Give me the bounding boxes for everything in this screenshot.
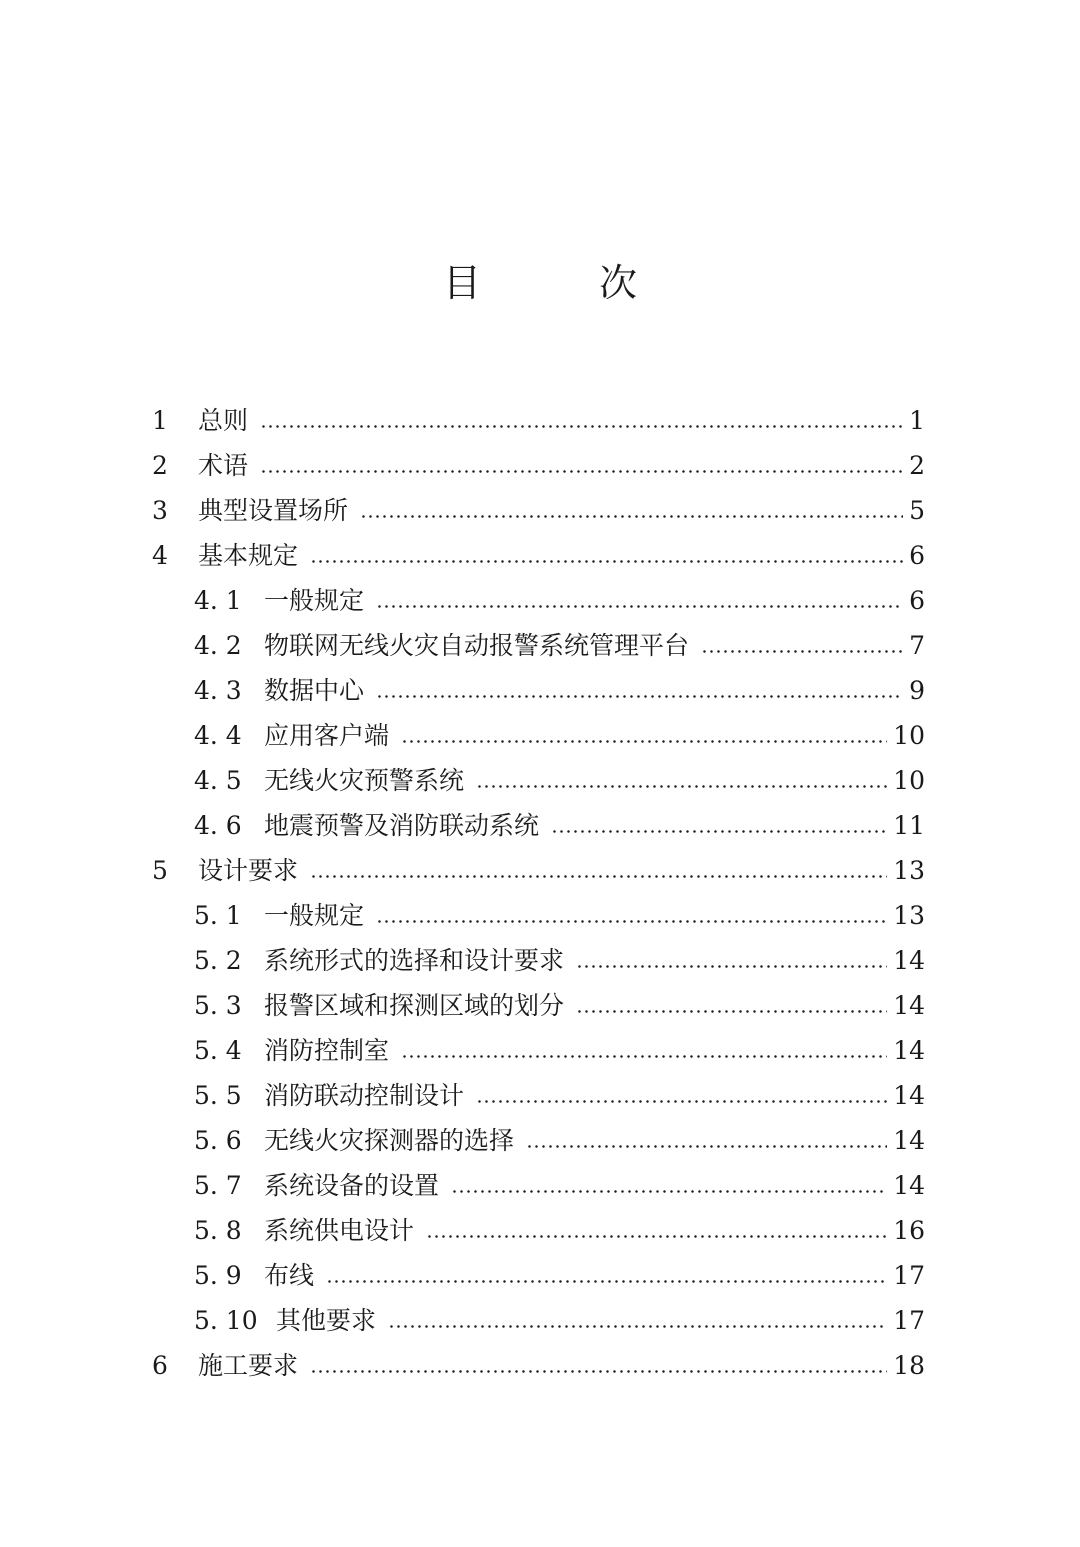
toc-entry-title: 应用客户端 [264,721,390,750]
toc-entry-number: 4. 1 [194,586,242,615]
toc-entry-title: 设计要求 [198,856,299,885]
toc-entry-page-number: 16 [893,1216,925,1245]
toc-entry[interactable] [150,668,925,713]
toc-entry-number: 5 [152,856,168,885]
toc-entry[interactable] [150,533,925,578]
toc-entry-number: 5. 4 [194,1036,242,1065]
page-title: 目 次 [442,261,677,305]
toc-entry[interactable] [150,398,925,443]
toc-dot-leader [426,1208,887,1253]
toc-entry-title: 地震预警及消防联动系统 [264,811,540,840]
toc-entry-number: 5. 10 [194,1306,258,1335]
toc-entry-number: 4. 2 [194,631,242,660]
toc-entry-title: 消防控制室 [264,1036,390,1065]
toc-dot-leader [576,983,887,1028]
toc-entry-number: 6 [152,1351,168,1380]
toc-entry-title: 术语 [198,451,249,480]
toc-entry-page-number: 5 [909,496,925,525]
toc-entry-page-number: 1 [909,406,925,435]
toc-entry-number: 4. 6 [194,811,242,840]
toc-entry-page-number: 14 [893,1036,925,1065]
toc-dot-leader [576,938,887,983]
toc-entry[interactable] [150,1073,925,1118]
toc-entry[interactable] [150,623,925,668]
toc-entry-number: 5. 6 [194,1126,242,1155]
toc-entry-number: 4 [152,541,168,570]
toc-dot-leader [451,1163,887,1208]
toc-entry-title: 基本规定 [198,541,299,570]
toc-entry-title: 其他要求 [276,1306,377,1335]
toc-entry-page-number: 10 [893,766,925,795]
toc-entry-title: 报警区域和探测区域的划分 [264,991,565,1020]
toc-dot-leader [376,893,887,938]
toc-entry[interactable] [150,1028,925,1073]
toc-entry[interactable] [150,1253,925,1298]
toc-entry-number: 5. 8 [194,1216,242,1245]
toc-entry[interactable] [150,983,925,1028]
toc-dot-leader [376,578,903,623]
toc-entry-page-number: 7 [909,631,925,660]
toc-entry-page-number: 14 [893,991,925,1020]
toc-entry-page-number: 14 [893,946,925,975]
toc-entry[interactable] [150,848,925,893]
toc-entry[interactable] [150,1298,925,1343]
toc-entry-title: 无线火灾探测器的选择 [264,1126,515,1155]
toc-entry[interactable] [150,1208,925,1253]
toc-entry[interactable] [150,938,925,983]
toc-entry-page-number: 17 [893,1261,925,1290]
toc-entry-page-number: 9 [909,676,925,705]
toc-entry-number: 5. 3 [194,991,242,1020]
toc-dot-leader [260,443,903,488]
toc-entry-number: 2 [152,451,168,480]
toc-dot-leader [476,1073,887,1118]
toc-entry[interactable] [150,488,925,533]
toc-dot-leader [260,398,903,443]
toc-entry-page-number: 10 [893,721,925,750]
toc-entry-title: 施工要求 [198,1351,299,1380]
toc-dot-leader [310,533,903,578]
toc-dot-leader [388,1298,887,1343]
toc-entry[interactable] [150,803,925,848]
toc-entry[interactable] [150,578,925,623]
toc-entry-number: 5. 1 [194,901,242,930]
toc-entry-page-number: 11 [893,811,925,840]
toc-dot-leader [401,1028,887,1073]
toc-entry-page-number: 13 [893,901,925,930]
table-of-contents [150,398,925,1388]
toc-entry-title: 布线 [264,1261,315,1290]
toc-entry-title: 无线火灾预警系统 [264,766,465,795]
toc-entry-page-number: 14 [893,1171,925,1200]
toc-entry-number: 5. 5 [194,1081,242,1110]
toc-entry[interactable] [150,758,925,803]
toc-dot-leader [551,803,887,848]
toc-entry[interactable] [150,713,925,758]
toc-entry-title: 总则 [198,406,249,435]
toc-entry-title: 系统形式的选择和设计要求 [264,946,565,975]
toc-entry-number: 5. 9 [194,1261,242,1290]
toc-entry-title: 典型设置场所 [198,496,349,525]
toc-entry-number: 4. 5 [194,766,242,795]
toc-entry-page-number: 18 [893,1351,925,1380]
toc-entry[interactable] [150,443,925,488]
toc-entry-number: 5. 7 [194,1171,242,1200]
toc-entry-number: 3 [152,496,168,525]
toc-dot-leader [526,1118,887,1163]
toc-dot-leader [310,1343,887,1388]
toc-entry-number: 4. 3 [194,676,242,705]
toc-dot-leader [476,758,887,803]
toc-entry-title: 物联网无线火灾自动报警系统管理平台 [264,631,690,660]
toc-dot-leader [701,623,903,668]
toc-dot-leader [360,488,903,533]
toc-entry-number: 5. 2 [194,946,242,975]
toc-entry[interactable] [150,1118,925,1163]
toc-dot-leader [401,713,887,758]
toc-dot-leader [326,1253,887,1298]
toc-entry[interactable] [150,1163,925,1208]
toc-entry-title: 一般规定 [264,586,365,615]
toc-entry-page-number: 6 [909,586,925,615]
toc-entry-title: 一般规定 [264,901,365,930]
toc-entry[interactable] [150,893,925,938]
toc-entry-title: 系统设备的设置 [264,1171,440,1200]
toc-entry-title: 数据中心 [264,676,365,705]
toc-dot-leader [376,668,903,713]
toc-entry-page-number: 14 [893,1081,925,1110]
toc-dot-leader [310,848,887,893]
toc-entry-page-number: 2 [909,451,925,480]
toc-entry-number: 1 [152,406,168,435]
toc-entry-page-number: 14 [893,1126,925,1155]
toc-entry-page-number: 13 [893,856,925,885]
toc-entry[interactable] [150,1343,925,1388]
toc-entry-title: 系统供电设计 [264,1216,415,1245]
toc-entry-title: 消防联动控制设计 [264,1081,465,1110]
toc-entry-page-number: 17 [893,1306,925,1335]
toc-entry-page-number: 6 [909,541,925,570]
toc-entry-number: 4. 4 [194,721,242,750]
